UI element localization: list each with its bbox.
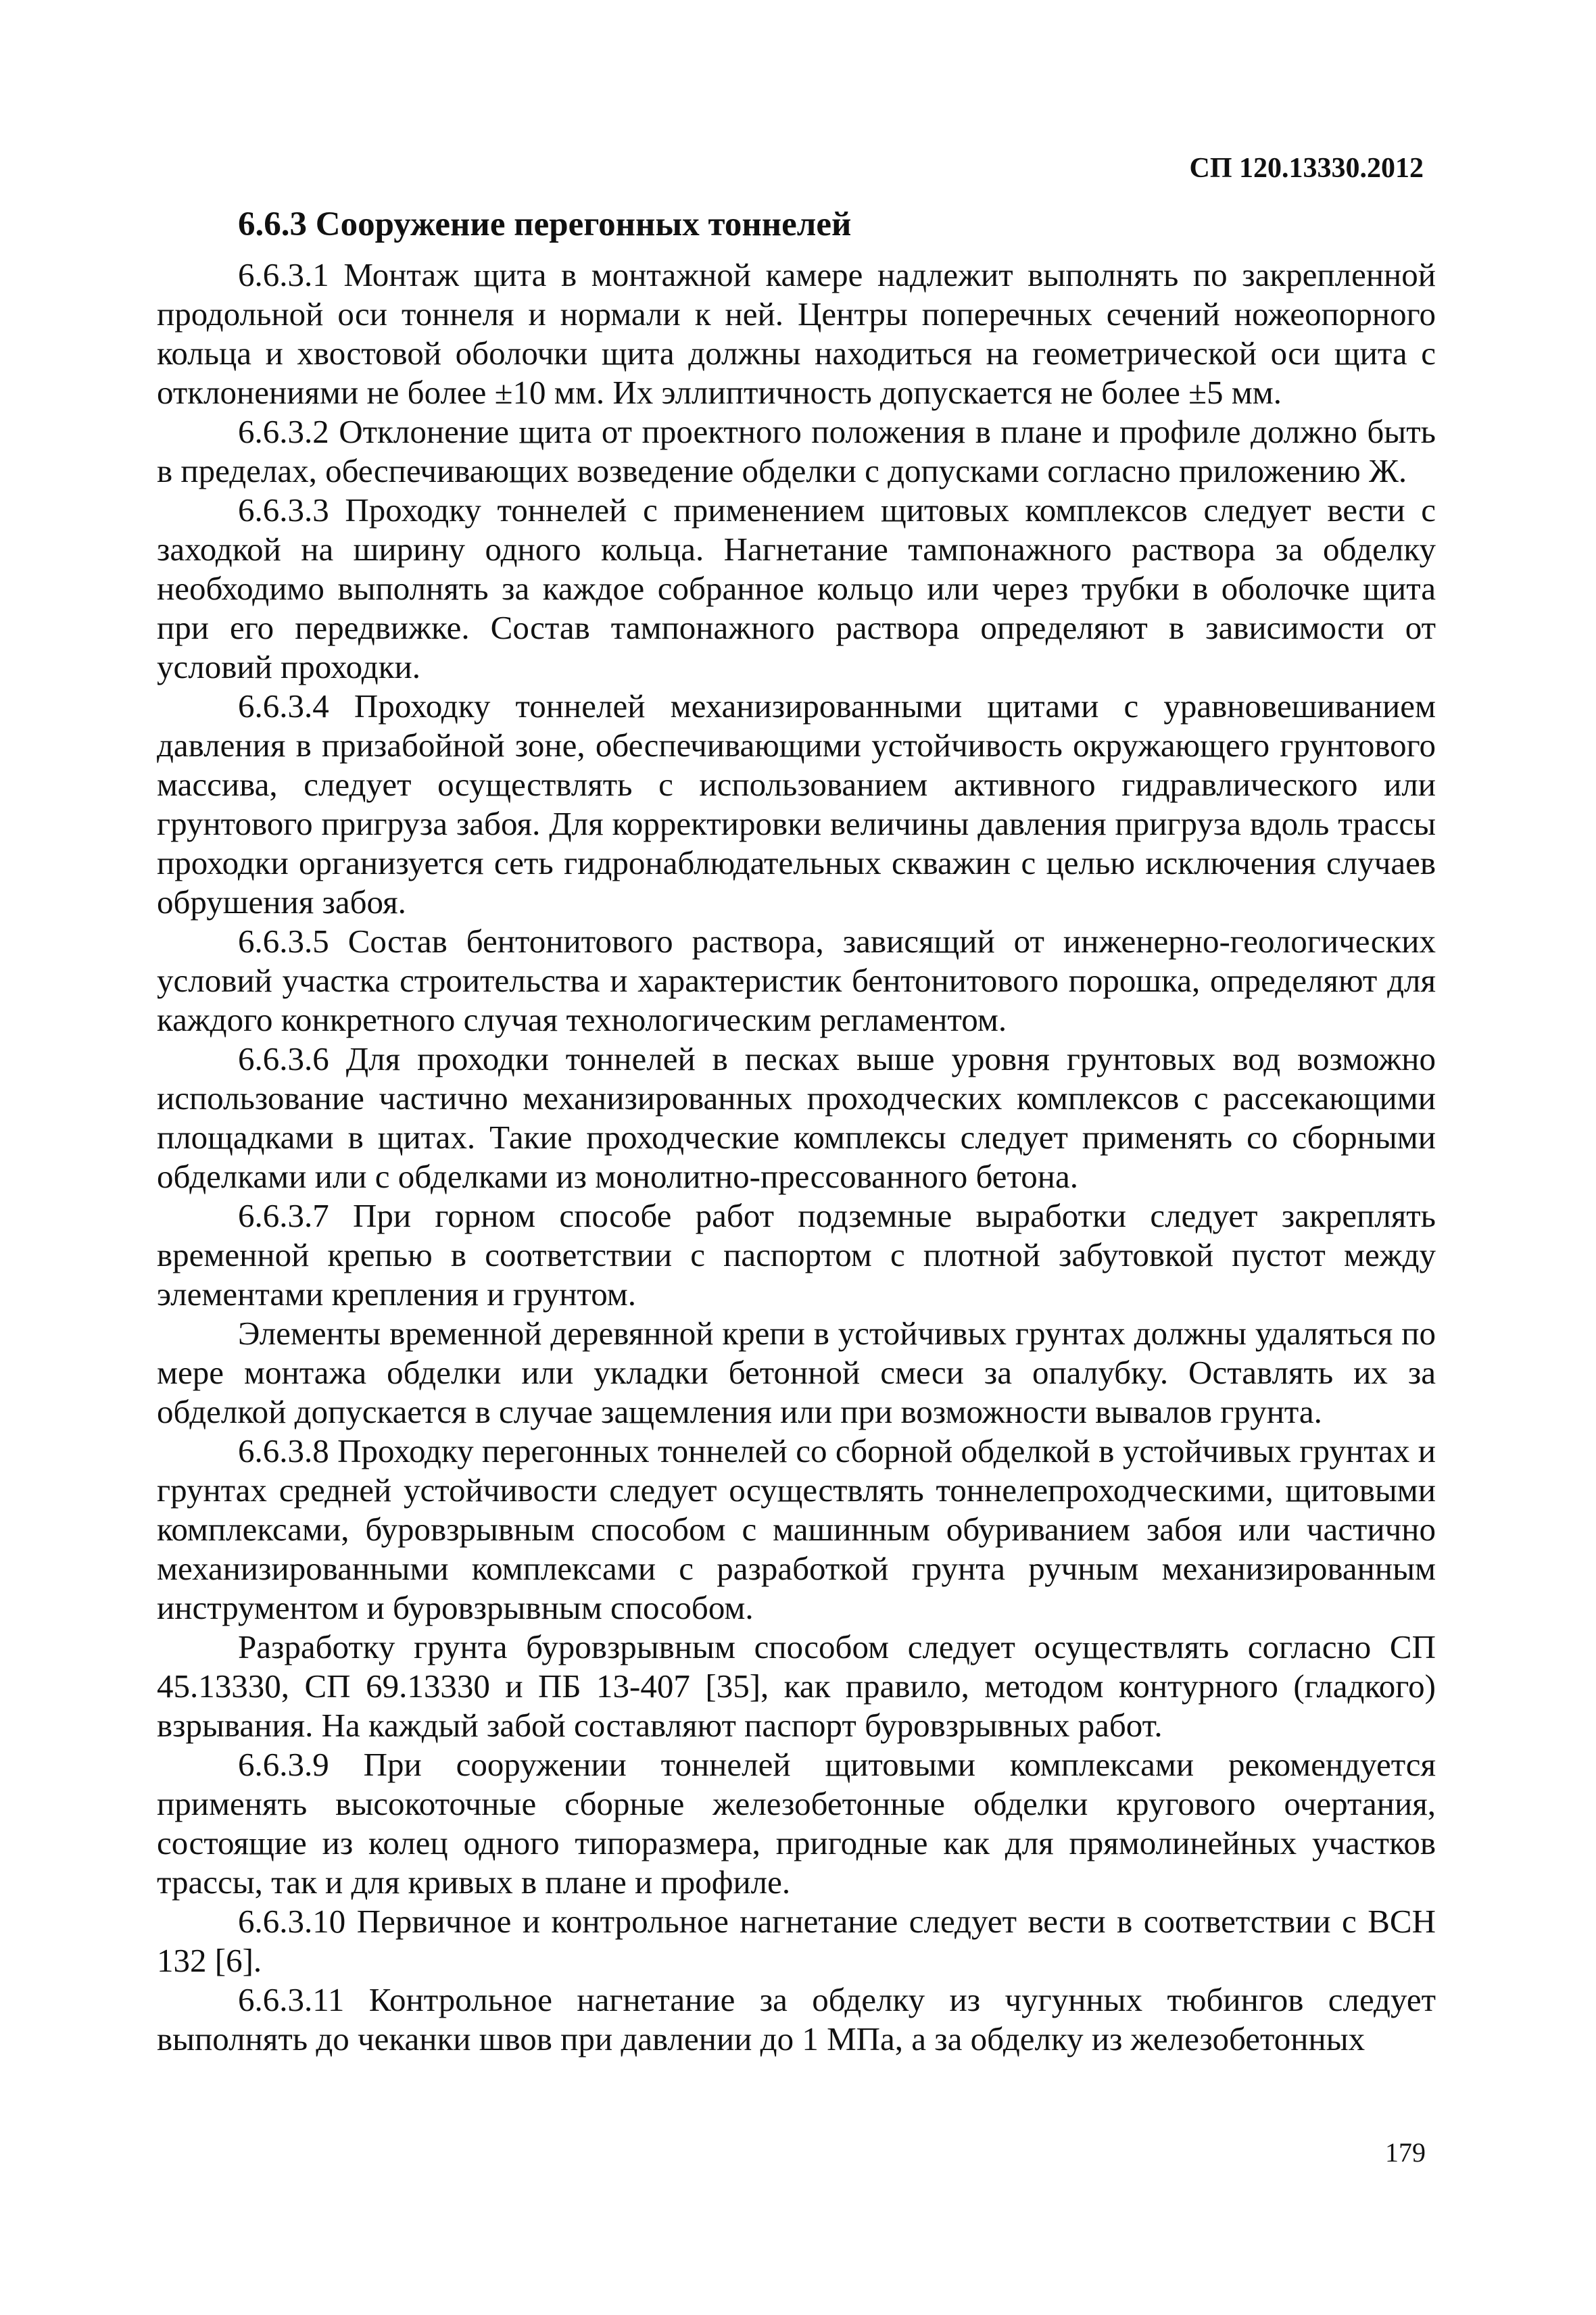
paragraph-6-6-3-2: 6.6.3.2 Отклонение щита от проектного положения в плане и профиле должно быть в пределах, обеспечивающих возведение обделки с допусками согласно приложению Ж.	[157, 413, 1436, 489]
paragraph-6-6-3-9: 6.6.3.9 При сооружении тоннелей щитовыми комплексами рекомендуется применять высокоточные сборные железобетонные обделки кругового очертания, состоящие из колец одного типоразмера, пригодные как для прямолинейных участков трассы, так и для кривых в плане и профиле.	[157, 1746, 1436, 1901]
paragraph-6-6-3-6: 6.6.3.6 Для проходки тоннелей в песках выше уровня грунтовых вод возможно использование частично механизированных проходческих комплексов с рассекающими площадками в щитах. Такие проходческие комплексы следует применять со сборными обделками или с обделками из монолитно-прессованного бетона.	[157, 1040, 1436, 1195]
paragraph-temporary-support: Элементы временной деревянной крепи в устойчивых грунтах должны удаляться по мере монтажа обделки или укладки бетонной смеси за опалубку. Оставлять их за обделкой допускается в случае защемления или при возможности вывалов грунта.	[157, 1315, 1436, 1430]
paragraph-6-6-3-10: 6.6.3.10 Первичное и контрольное нагнетание следует вести в соответствии с ВСН 132 [6].	[157, 1903, 1436, 1979]
paragraph-6-6-3-11: 6.6.3.11 Контрольное нагнетание за обделку из чугунных тюбингов следует выполнять до чеканки швов при давлении до 1 МПа, а за обделку из железобетонных	[157, 1981, 1436, 2057]
page-content	[157, 203, 1436, 2059]
paragraph-6-6-3-8: 6.6.3.8 Проходку перегонных тоннелей со сборной обделкой в устойчивых грунтах и грунтах средней устойчивости следует осуществлять тоннелепроходческими, щитовыми комплексами, буровзрывным способом с машинным обуриванием забоя или частично механизированными комплексами с разработкой грунта ручным механизированным инструментом и буровзрывным способом.	[157, 1432, 1436, 1626]
page-number: 179	[1385, 2137, 1426, 2168]
paragraph-6-6-3-4: 6.6.3.4 Проходку тоннелей механизированными щитами с уравновешиванием давления в призабойной зоне, обеспечивающими устойчивость окружающего грунтового массива, следует осуществлять с использованием активного гидравлического или грунтового пригруза забоя. Для корректировки величины давления пригруза вдоль трассы проходки организуется сеть гидронаблюдательных скважин с целью исключения случаев обрушения забоя.	[157, 687, 1436, 921]
paragraph-6-6-3-7: 6.6.3.7 При горном способе работ подземные выработки следует закреплять временной крепью в соответствии с паспортом с плотной забутовкой пустот между элементами крепления и грунтом.	[157, 1197, 1436, 1313]
paragraph-blasting: Разработку грунта буровзрывным способом следует осуществлять согласно СП 45.13330, СП 69.13330 и ПБ 13-407 [35], как правило, методом контурного (гладкого) взрывания. На каждый забой составляют паспорт буровзрывных работ.	[157, 1628, 1436, 1744]
document-code: СП 120.13330.2012	[1189, 153, 1424, 184]
section-title: 6.6.3 Сооружение перегонных тоннелей	[238, 205, 852, 243]
paragraph-6-6-3-3: 6.6.3.3 Проходку тоннелей с применением щитовых комплексов следует вести с заходкой на ширину одного кольца. Нагнетание тампонажного раствора за обделку необходимо выполнять за каждое собранное кольцо или через трубки в оболочке щита при его передвижке. Состав тампонажного раствора определяют в зависимости от условий проходки.	[157, 491, 1436, 685]
paragraph-6-6-3-1: 6.6.3.1 Монтаж щита в монтажной камере надлежит выполнять по закрепленной продольной оси тоннеля и нормали к ней. Центры поперечных сечений ножеопорного кольца и хвостовой оболочки щита должны находиться на геометрической оси щита с отклонениями не более ±10 мм. Их эллиптичность допускается не более ±5 мм.	[157, 256, 1436, 411]
paragraph-6-6-3-5: 6.6.3.5 Состав бентонитового раствора, зависящий от инженерно-геологических условий участка строительства и характеристик бентонитового порошка, определяют для каждого конкретного случая технологическим регламентом.	[157, 923, 1436, 1038]
